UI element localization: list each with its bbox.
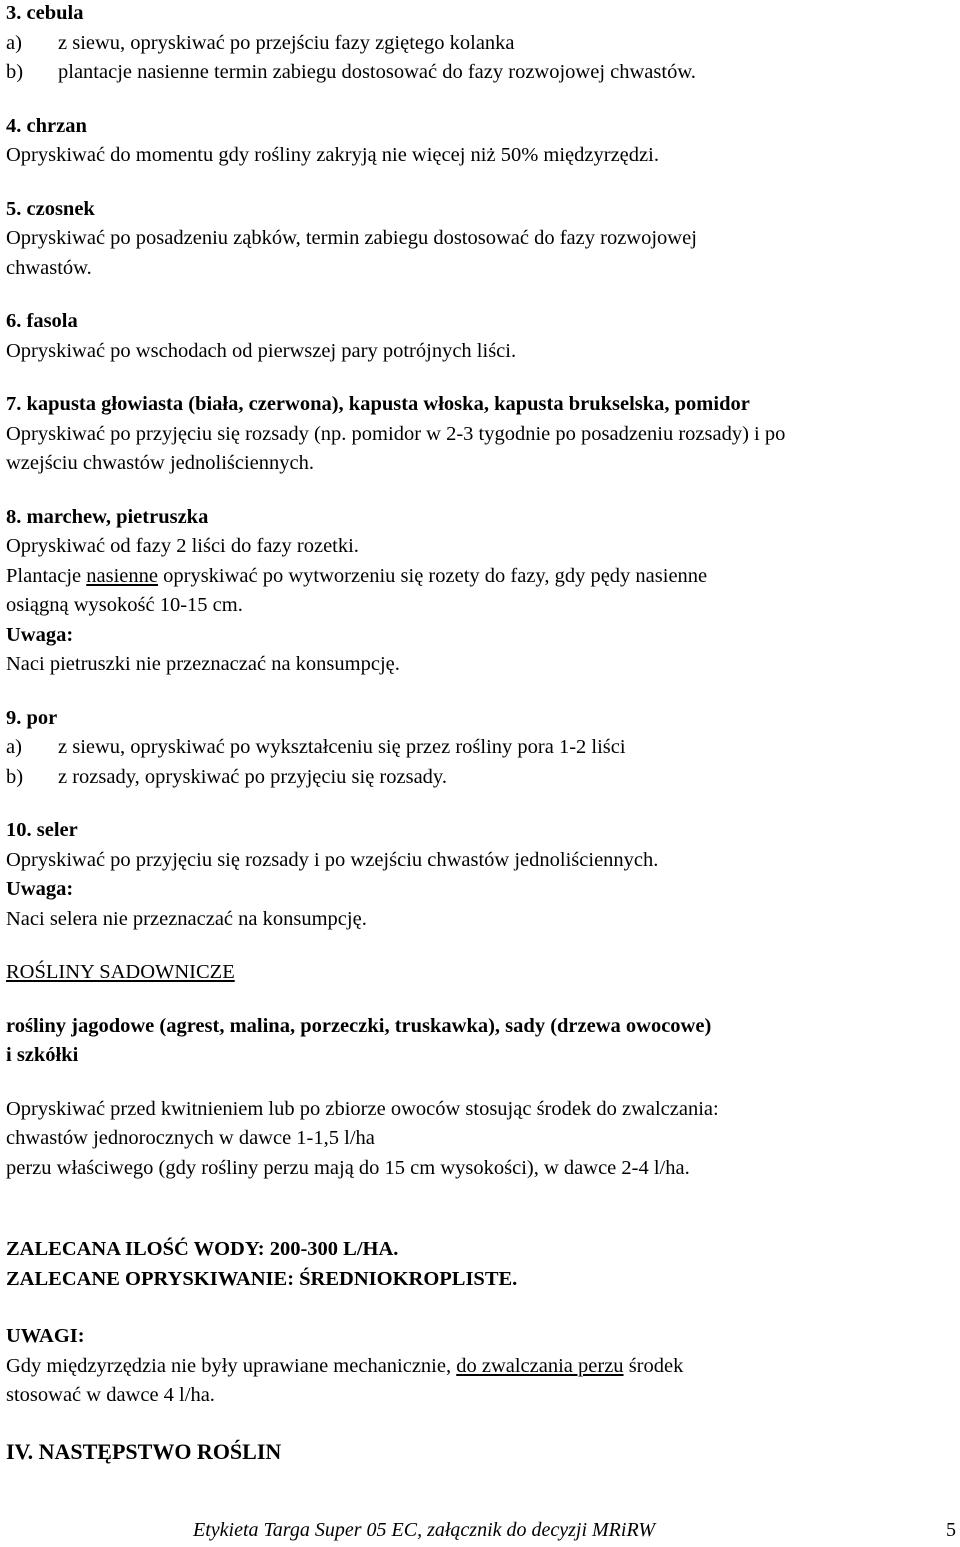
list-item <box>6 29 951 59</box>
item-label: b) <box>6 61 24 83</box>
section-iv <box>6 1437 951 1467</box>
page-number: 5 <box>946 1519 956 1541</box>
underlined-text: nasienne <box>86 564 158 587</box>
item-label: b) <box>6 765 24 788</box>
paragraph-line: chwastów. <box>6 256 92 279</box>
note-text: Naci pietruszki nie przeznaczać na konsumpcję. <box>6 653 400 675</box>
section-marchew <box>6 503 951 680</box>
section-orchard-title <box>6 958 951 988</box>
item-text: z siewu, opryskiwać po przejściu fazy zgiętego kolanka <box>58 31 515 54</box>
section-seler <box>6 816 951 934</box>
section-por <box>6 704 951 793</box>
paragraph-line <box>6 1352 951 1382</box>
remarks-label: UWAGI: <box>6 1325 85 1347</box>
paragraph-line: Opryskiwać po przyjęciu się rozsady i po wzejściu chwastów jednoliściennych. <box>6 848 659 871</box>
section-iv-heading: IV. NASTĘPSTWO ROŚLIN <box>6 1438 282 1464</box>
item-label: a) <box>6 31 22 54</box>
underlined-text: do zwalczania perzu <box>456 1354 624 1377</box>
section-heading: 8. marchew, pietruszka <box>6 505 209 528</box>
section-remarks <box>6 1322 951 1411</box>
section-heading: 10. seler <box>6 819 78 841</box>
paragraph-line: wzejściu chwastów jednoliściennych. <box>6 452 314 474</box>
paragraph-line <box>6 562 951 592</box>
note-text: Naci selera nie przeznaczać na konsumpcję. <box>6 907 367 930</box>
list-item <box>6 733 951 763</box>
paragraph-line: chwastów jednorocznych w dawce 1-1,5 l/ha <box>6 1127 375 1149</box>
section-fasola <box>6 307 951 366</box>
section-chrzan <box>6 112 951 171</box>
paragraph-line: Opryskiwać do momentu gdy rośliny zakryją nie więcej niż 50% międzyrzędzi. <box>6 144 659 166</box>
section-orchard-body <box>6 1095 951 1184</box>
section-cebula <box>6 0 951 88</box>
orchard-subheading-line: rośliny jagodowe (agrest, malina, porzeczki, truskawka), sady (drzewa owocowe) <box>6 1014 712 1037</box>
section-heading: 4. chrzan <box>6 114 87 137</box>
paragraph-line: stosować w dawce 4 l/ha. <box>6 1384 215 1406</box>
text-part: opryskiwać po wytworzeniu się rozety do fazy, gdy pędy nasienne <box>158 564 708 587</box>
orchard-subheading-line: i szkółki <box>6 1044 79 1066</box>
orchard-title: ROŚLINY SADOWNICZE <box>6 961 235 983</box>
note-label: Uwaga: <box>6 878 74 900</box>
spray-type: ZALECANE OPRYSKIWANIE: ŚREDNIOKROPLISTE. <box>6 1267 518 1290</box>
item-label: a) <box>6 736 22 758</box>
paragraph-line: osiągną wysokość 10-15 cm. <box>6 594 243 616</box>
paragraph-line: Opryskiwać od fazy 2 liści do fazy rozetki. <box>6 535 359 557</box>
section-kapusta <box>6 390 951 479</box>
section-heading: 3. cebula <box>6 2 84 24</box>
item-text: z rozsady, opryskiwać po przyjęciu się rozsady. <box>58 765 447 788</box>
water-amount: ZALECANA ILOŚĆ WODY: 200-300 L/HA. <box>6 1238 399 1260</box>
section-heading: 5. czosnek <box>6 197 95 220</box>
section-heading: 9. por <box>6 706 58 729</box>
item-text: z siewu, opryskiwać po wykształceniu się przez rośliny pora 1-2 liści <box>58 736 626 758</box>
section-water <box>6 1235 951 1294</box>
paragraph-line: Opryskiwać po posadzeniu ząbków, termin zabiegu dostosować do fazy rozwojowej <box>6 227 697 249</box>
text-part: środek <box>623 1354 684 1377</box>
item-text: plantacje nasienne termin zabiegu dostosować do fazy rozwojowej chwastów. <box>58 61 696 83</box>
paragraph-line: Opryskiwać przed kwitnieniem lub po zbiorze owoców stosując środek do zwalczania: <box>6 1097 719 1120</box>
paragraph-line: Opryskiwać po wschodach od pierwszej pary potrójnych liści. <box>6 339 517 362</box>
text-part: Gdy międzyrzędzia nie były uprawiane mechanicznie, <box>6 1354 457 1377</box>
section-heading: 6. fasola <box>6 310 78 332</box>
section-czosnek <box>6 195 951 284</box>
list-item <box>6 58 951 88</box>
note-label: Uwaga: <box>6 623 74 646</box>
paragraph-line: Opryskiwać po przyjęciu się rozsady (np. pomidor w 2-3 tygodnie po posadzeniu rozsady) i po <box>6 422 786 445</box>
footer-text: Etykieta Targa Super 05 EC, załącznik do decyzji MRiRW <box>193 1519 655 1541</box>
text-part: Plantacje <box>6 564 87 587</box>
document-page <box>6 0 951 1466</box>
section-orchard-subheading <box>6 1012 951 1071</box>
list-item <box>6 763 951 793</box>
section-heading: 7. kapusta głowiasta (biała, czerwona), kapusta włoska, kapusta brukselska, pomidor <box>6 393 750 415</box>
paragraph-line: perzu właściwego (gdy rośliny perzu mają do 15 cm wysokości), w dawce 2-4 l/ha. <box>6 1156 690 1179</box>
